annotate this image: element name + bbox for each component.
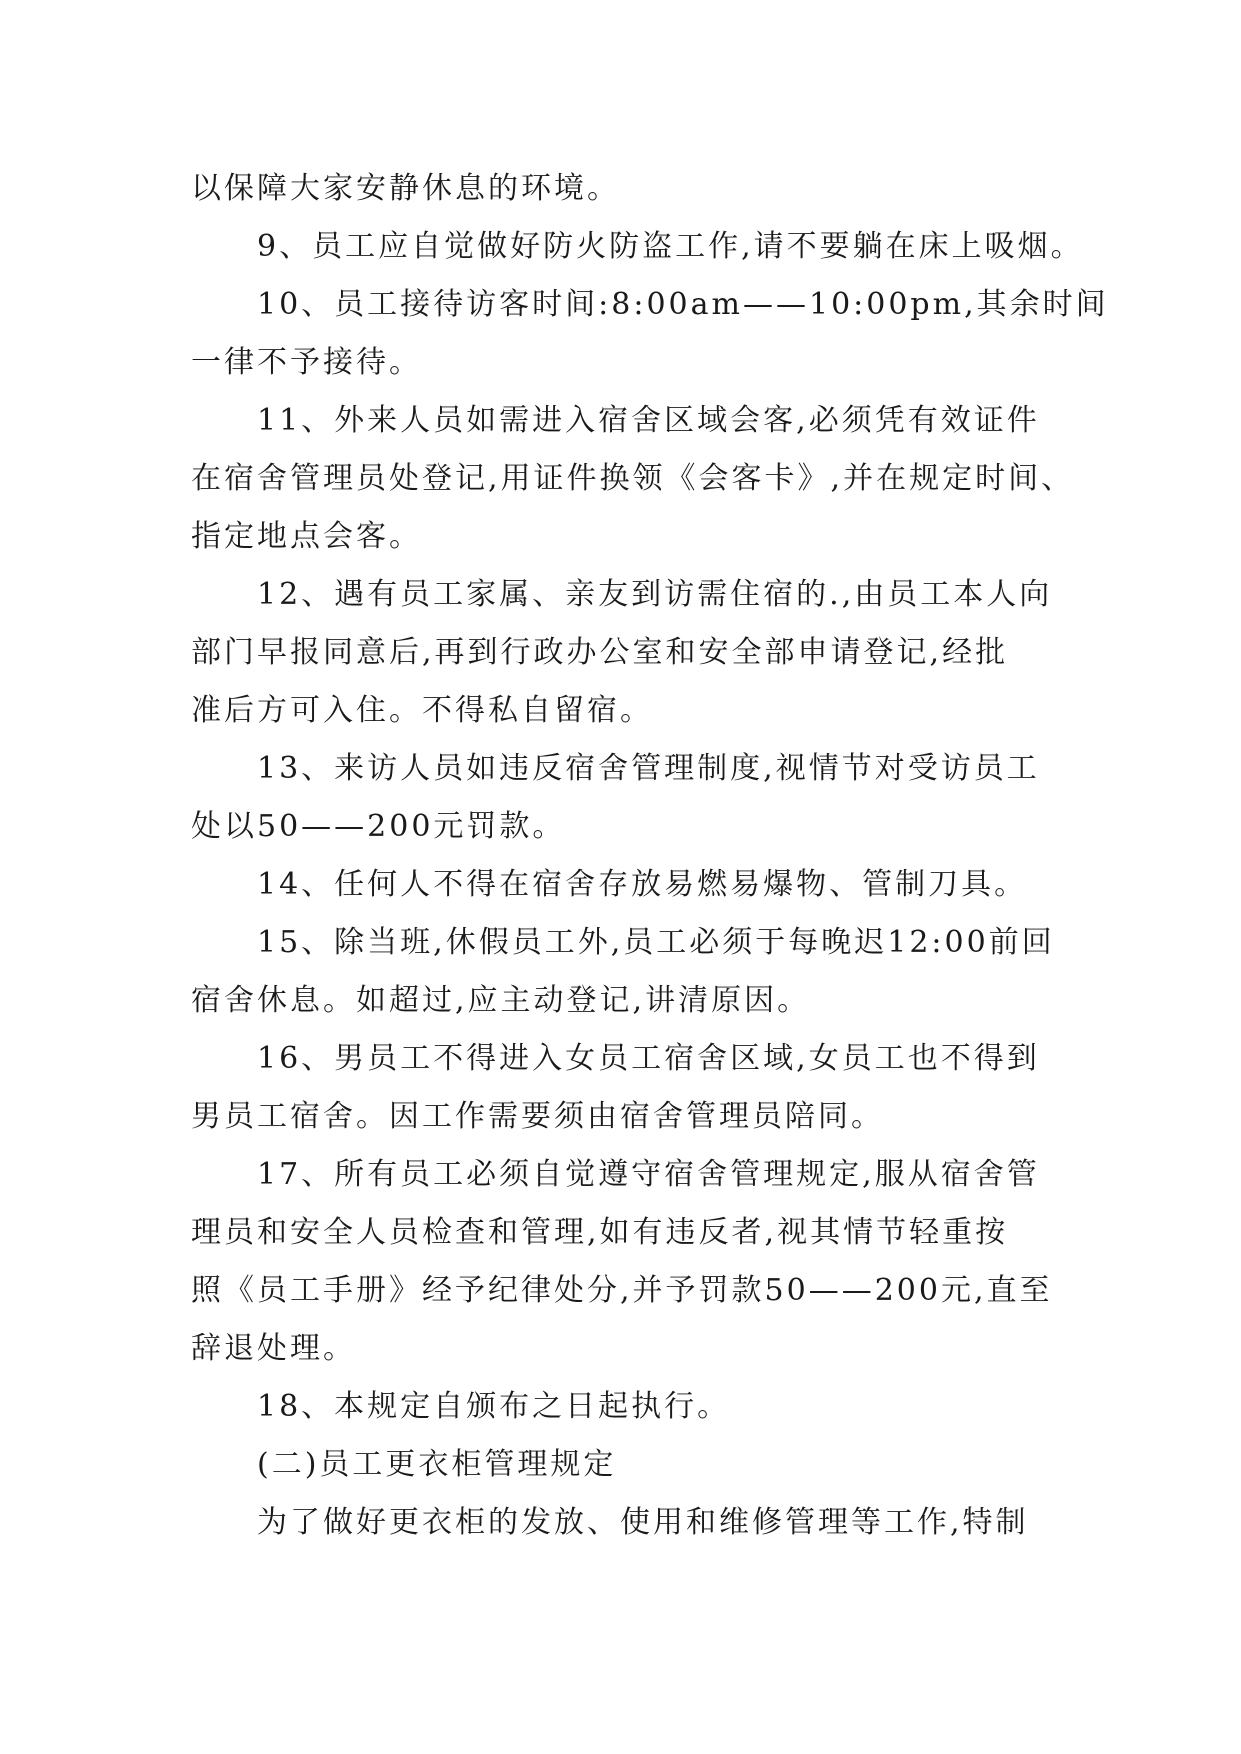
text-line: 17、所有员工必须自觉遵守宿舍管理规定,服从宿舍管 [257, 1157, 1040, 1192]
text-line: 理员和安全人员检查和管理,如有违反者,视其情节轻重按 [191, 1215, 1009, 1250]
text-line: 16、男员工不得进入女员工宿舍区域,女员工也不得到 [257, 1041, 1040, 1076]
text-line: 一律不予接待。 [191, 345, 422, 380]
text-line: 11、外来人员如需进入宿舍区域会客,必须凭有效证件 [257, 403, 1040, 438]
text-line: 辞退处理。 [191, 1331, 356, 1366]
text-line: 宿舍休息。如超过,应主动登记,讲清原因。 [191, 983, 811, 1018]
text-line: 18、本规定自颁布之日起执行。 [257, 1389, 731, 1424]
text-line: 照《员工手册》经予纪律处分,并予罚款50——200元,直至 [191, 1273, 1053, 1308]
text-line: 12、遇有员工家属、亲友到访需住宿的.,由员工本人向 [257, 577, 1053, 612]
text-line: 指定地点会客。 [191, 519, 422, 554]
text-line: 准后方可入住。不得私自留宿。 [191, 693, 653, 728]
text-line: 10、员工接待访客时间:8:00am——10:00pm,其余时间 [257, 287, 1109, 322]
text-line: 部门早报同意后,再到行政办公室和安全部申请登记,经批 [191, 635, 1009, 670]
section-heading: (二)员工更衣柜管理规定 [257, 1447, 617, 1482]
text-line: 9、员工应自觉做好防火防盗工作,请不要躺在床上吸烟。 [257, 229, 1084, 264]
text-line: 15、除当班,休假员工外,员工必须于每晚迟12:00前回 [257, 925, 1055, 960]
text-line: 以保障大家安静休息的环境。 [191, 171, 620, 206]
text-line: 13、来访人员如违反宿舍管理制度,视情节对受访员工 [257, 751, 1040, 786]
text-line: 男员工宿舍。因工作需要须由宿舍管理员陪同。 [191, 1099, 884, 1134]
text-line: 在宿舍管理员处登记,用证件换领《会客卡》,并在规定时间、 [191, 461, 1075, 496]
text-line: 14、任何人不得在宿舍存放易燃易爆物、管制刀具。 [257, 867, 1028, 902]
document-body [191, 160, 1109, 1552]
text-line: 为了做好更衣柜的发放、使用和维修管理等工作,特制 [257, 1505, 1029, 1540]
text-line: 处以50——200元罚款。 [191, 809, 566, 844]
